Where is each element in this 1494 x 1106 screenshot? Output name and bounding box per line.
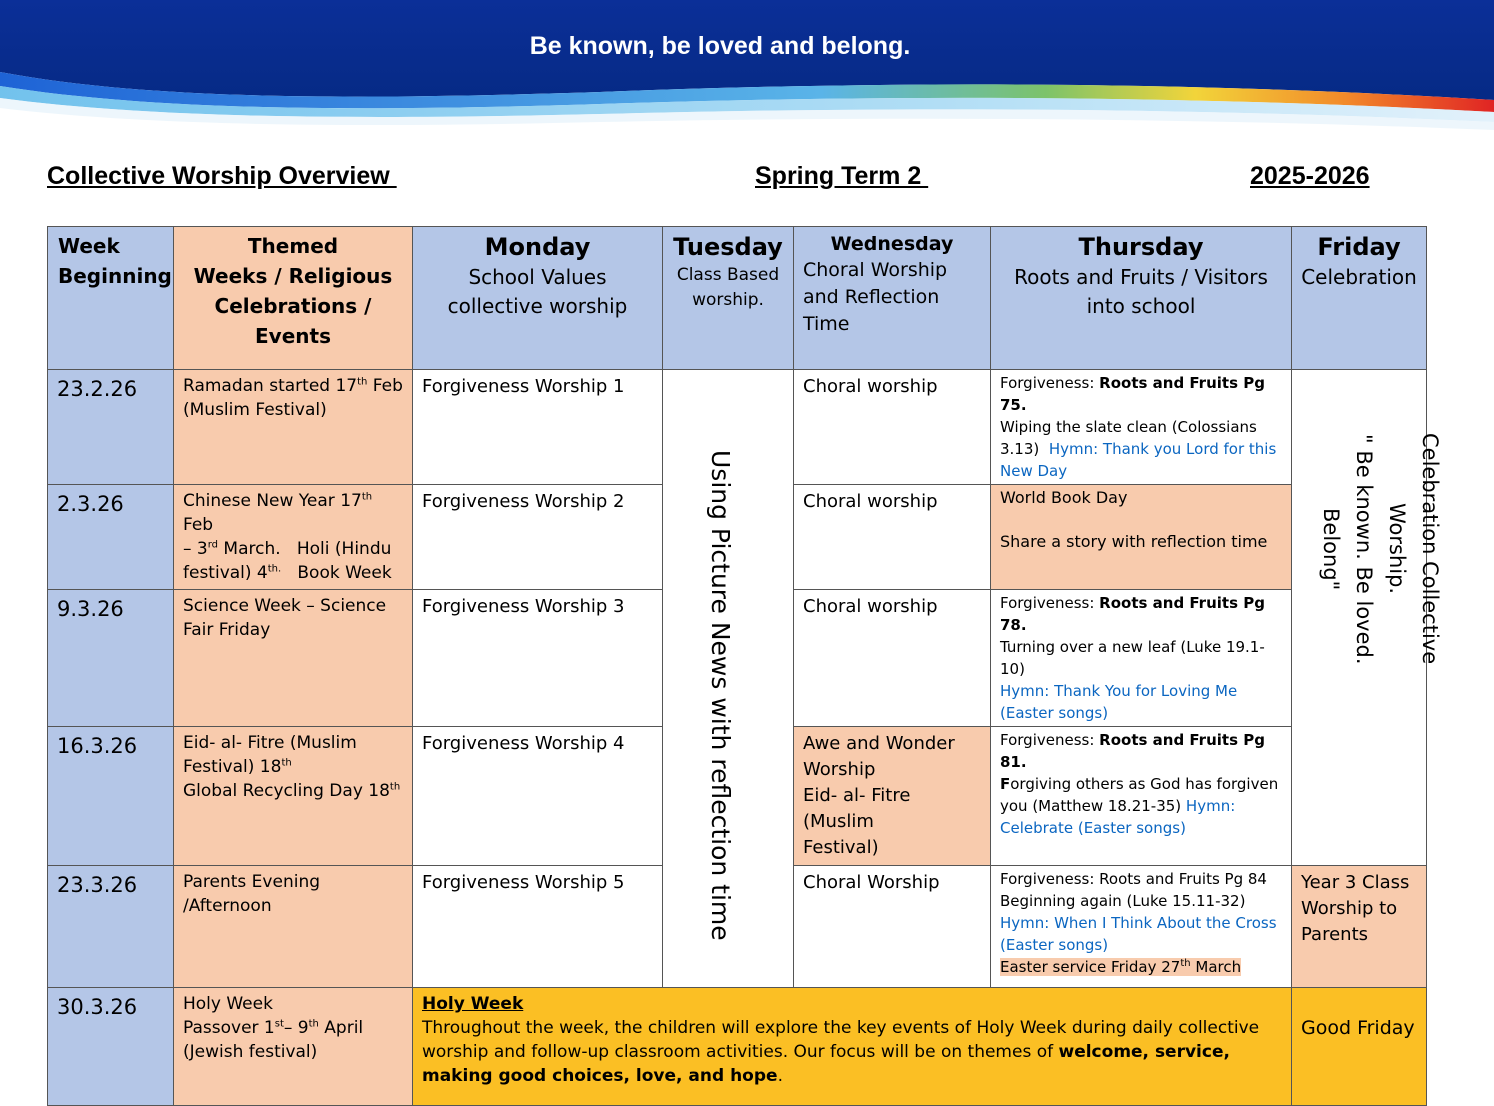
table-row xyxy=(48,988,1427,1106)
easter-service-note: Easter service Friday 27th March xyxy=(1000,958,1242,976)
wednesday-worship: Choral worship xyxy=(794,485,991,590)
holy-week-title: Holy Week xyxy=(422,994,524,1014)
week-date: 23.3.26 xyxy=(48,866,174,988)
header-thursday: Thursday Roots and Fruits / Visitors into school xyxy=(991,227,1292,370)
monday-worship: Forgiveness Worship 3 xyxy=(413,590,663,727)
themed-events: Science Week – Science Fair Friday xyxy=(174,590,413,727)
thursday-worship: Forgiveness: Roots and Fruits Pg 75. Wiping the slate clean (Colossians 3.13) Hymn: Thank you Lord for this New Day xyxy=(991,370,1292,485)
tuesday-vertical-text: Using Picture News with reflection time xyxy=(706,450,735,941)
week-date: 23.2.26 xyxy=(48,370,174,485)
thursday-worship: World Book Day Share a story with reflection time xyxy=(991,485,1292,590)
hymn-link: Hymn: When I Think About the Cross (Easter songs) xyxy=(1000,914,1277,954)
header-themed: Themed Weeks / Religious Celebrations / Events xyxy=(174,227,413,370)
themed-events: Eid- al- Fitre (Muslim Festival) 18th Global Recycling Day 18th xyxy=(174,727,413,866)
monday-worship: Forgiveness Worship 2 xyxy=(413,485,663,590)
hymn-link: Hymn: Thank you Lord for this New Day xyxy=(1000,440,1277,480)
thursday-worship: Forgiveness: Roots and Fruits Pg 84 Beginning again (Luke 15.11-32) Hymn: When I Think About the Cross (Easter songs) Easter service Friday 27th March xyxy=(991,866,1292,988)
week-date: 16.3.26 xyxy=(48,727,174,866)
themed-events: Parents Evening /Afternoon xyxy=(174,866,413,988)
year-title: 2025-2026 xyxy=(1250,162,1370,190)
monday-worship: Forgiveness Worship 5 xyxy=(413,866,663,988)
thursday-worship: Forgiveness: Roots and Fruits Pg 78. Turning over a new leaf (Luke 19.1-10) Hymn: Thank You for Loving Me (Easter songs) xyxy=(991,590,1292,727)
term-title: Spring Term 2 xyxy=(755,162,929,190)
school-motto: Be known, be loved and belong. xyxy=(529,32,911,60)
wednesday-worship: Awe and Wonder Worship Eid- al- Fitre (Muslim Festival) xyxy=(794,727,991,866)
header-tuesday: Tuesday Class Based worship. xyxy=(663,227,794,370)
week-date: 9.3.26 xyxy=(48,590,174,727)
friday-vertical-text: Celebration Collective Worship. " Be known. Be loved. Belong" xyxy=(1319,433,1442,665)
worship-overview-table xyxy=(47,226,1442,1106)
wednesday-worship: Choral worship xyxy=(794,590,991,727)
header-banner xyxy=(0,0,1494,140)
header-row xyxy=(48,227,1427,370)
thursday-worship: Forgiveness: Roots and Fruits Pg 81. Forgiving others as God has forgiven you (Matthew 18.21-35) Hymn: Celebrate (Easter songs) xyxy=(991,727,1292,866)
wednesday-worship: Choral worship xyxy=(794,370,991,485)
monday-worship: Forgiveness Worship 4 xyxy=(413,727,663,866)
hymn-link: Hymn: Thank You for Loving Me (Easter songs) xyxy=(1000,682,1238,722)
week-date: 2.3.26 xyxy=(48,485,174,590)
header-monday: Monday School Values collective worship xyxy=(413,227,663,370)
header-wednesday: Wednesday Choral Worship and Reflection Time xyxy=(794,227,991,370)
good-friday: Good Friday xyxy=(1292,988,1427,1106)
monday-worship: Forgiveness Worship 1 xyxy=(413,370,663,485)
page-title: Collective Worship Overview xyxy=(47,162,397,190)
holy-week-description: Holy Week Throughout the week, the children will explore the key events of Holy Week during daily collective worship and follow-up classroom activities. Our focus will be on themes of welcome, service, making good choices, love, and hope. xyxy=(413,988,1292,1106)
table-row xyxy=(48,370,1427,485)
friday-celebration xyxy=(1292,370,1442,866)
header-week: Week Beginning xyxy=(48,227,174,370)
wednesday-worship: Choral Worship xyxy=(794,866,991,988)
themed-events: Ramadan started 17th Feb (Muslim Festival) xyxy=(174,370,413,485)
themed-events: Holy Week Passover 1st– 9th April (Jewish festival) xyxy=(174,988,413,1106)
friday-parents-worship: Year 3 Class Worship to Parents xyxy=(1292,866,1427,988)
themed-events: Chinese New Year 17th Feb – 3rd March. Holi (Hindu festival) $4^{th.}$ Book Week xyxy=(174,485,413,590)
banner-wave xyxy=(0,0,1494,140)
header-friday: Friday Celebration xyxy=(1292,227,1427,370)
hymn-link: Hymn: Celebrate (Easter songs) xyxy=(1000,797,1236,837)
week-date: 30.3.26 xyxy=(48,988,174,1106)
tuesday-picture-news xyxy=(663,370,794,988)
